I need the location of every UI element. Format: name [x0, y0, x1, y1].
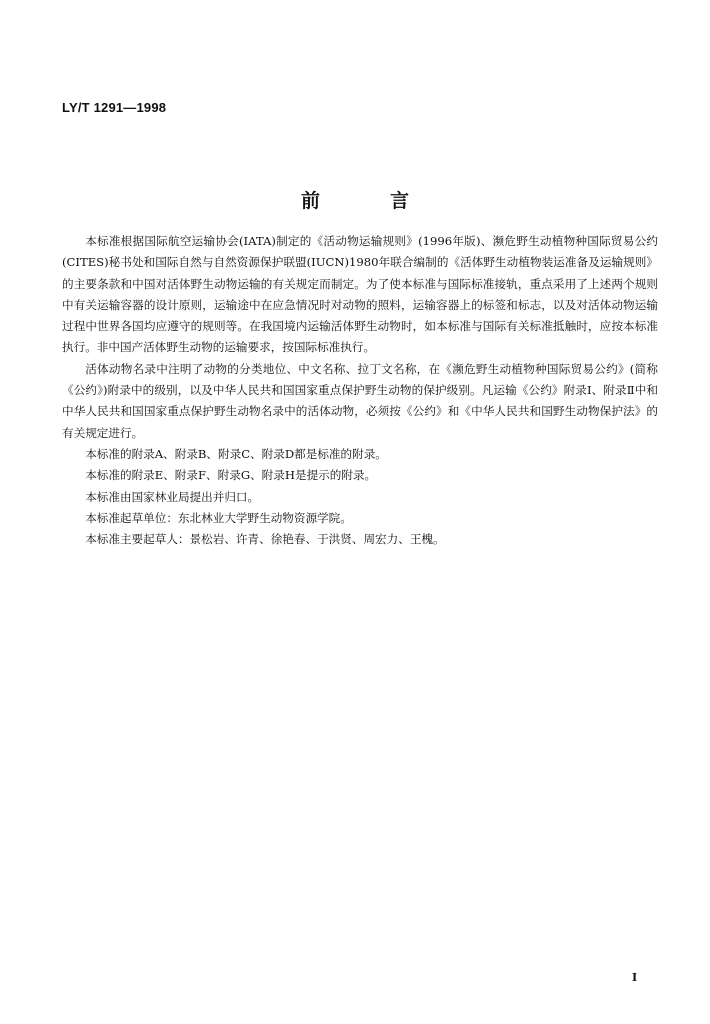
- standard-code: LY/T 1291—1998: [62, 100, 167, 115]
- paragraph: 本标准的附录A、附录B、附录C、附录D都是标准的附录。: [85, 446, 387, 461]
- paragraph: 本标准主要起草人：景松岩、许青、徐艳春、于洪贤、周宏力、王槐。: [85, 532, 445, 547]
- paragraph: 本标准起草单位：东北林业大学野生动物资源学院。: [85, 510, 352, 525]
- title-char-1: 前: [300, 190, 320, 212]
- title-char-2: 言: [390, 190, 410, 212]
- page-number: I: [632, 971, 638, 984]
- paragraph: 本标准由国家林业局提出并归口。: [85, 489, 260, 504]
- page-title: [0, 186, 710, 213]
- paragraph: 本标准根据国际航空运输协会(IATA)制定的《活动物运输规则》(1996年版)、濒危野生动植物种国际贸易公约(CITES)秘书处和国际自然与自然资源保护联盟(IUCN)1980年联合编制的《活体野生动植物装运准备及运输规则》的主要条款和中国对活体野生动物运输的有关规定而制定。为了使本标准与国际标准接轨，重点采用了上述两个规则中有关运输容器的设计原则，运输途中在应急情况时对动物的照料，运输容器上的标签和标志，以及对活体动物运输过程中世界各国均应遵守的规则等。在我国境内运输活体野生动物时，如本标准与国际有关标准抵触时，应按本标准执行。非中国产活体野生动物的运输要求，按国际标准执行。: [62, 234, 658, 355]
- foreword-body: [62, 231, 658, 550]
- paragraph: 本标准的附录E、附录F、附录G、附录H是提示的附录。: [85, 468, 377, 483]
- paragraph: 活体动物名录中注明了动物的分类地位、中文名称、拉丁文名称，在《濒危野生动植物种国际贸易公约》(简称《公约》)附录中的级别，以及中华人民共和国国家重点保护野生动物的保护级别。凡运输《公约》附录Ⅰ、附录Ⅱ中和中华人民共和国国家重点保护野生动物名录中的活体动物，必须按《公约》和《中华人民共和国野生动物保护法》的有关规定进行。: [62, 361, 658, 440]
